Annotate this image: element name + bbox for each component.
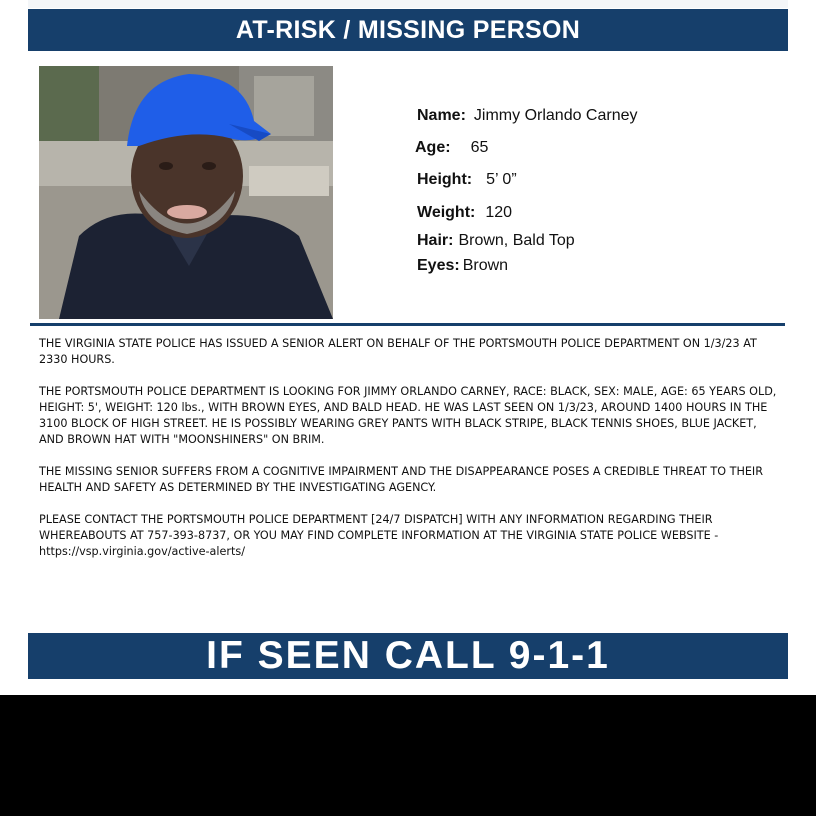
detail-value: 5’ 0” (486, 171, 517, 188)
alert-paragraph-description: THE PORTSMOUTH POLICE DEPARTMENT IS LOOKING FOR JIMMY ORLANDO CARNEY, RACE: BLACK, SEX: MALE, AGE: 65 YEARS OLD, HEIGHT: 5', WEIGHT: 120 lbs., WITH BROWN EYES, AND BALD HEAD. HE WAS LAST SEEN ON 1/3/23, AROUND 1400 HOURS IN THE 3100 BLOCK OF HIGH STREET. HE IS POSSIBLY WEARING GREY PANTS WITH BLACK STRIPE, BLACK TENNIS SHOES, BLUE JACKET, AND BROWN HAT WITH "MOONSHINERS" ON BRIM. (39, 385, 777, 446)
call-banner: IF SEEN CALL 9-1-1 (28, 633, 788, 679)
person-photo (39, 66, 333, 319)
detail-label: Weight: (417, 204, 476, 221)
detail-name (417, 107, 638, 125)
alert-paragraph-contact: PLEASE CONTACT THE PORTSMOUTH POLICE DEPARTMENT [24/7 DISPATCH] WITH ANY INFORMATION REGARDING THEIR WHEREABOUTS AT 757-393-8737, OR YOU MAY FIND COMPLETE INFORMATION AT THE VIRGINIA STATE POLICE WEBSITE - https://vsp.virginia.gov/active-alerts/ (39, 513, 719, 558)
detail-label: Name: (417, 107, 466, 124)
detail-label: Hair: (417, 232, 454, 249)
detail-label: Eyes: (417, 257, 460, 274)
divider (30, 323, 785, 326)
page-title: AT-RISK / MISSING PERSON (28, 9, 788, 51)
detail-value: 65 (470, 139, 489, 156)
detail-label: Height: (417, 171, 473, 188)
person-photo-illustration (39, 66, 333, 319)
alert-paragraph-issued: THE VIRGINIA STATE POLICE HAS ISSUED A SENIOR ALERT ON BEHALF OF THE PORTSMOUTH POLICE DEPARTMENT ON 1/3/23 AT 2330 HOURS. (39, 337, 757, 366)
detail-label: Age: (415, 139, 451, 156)
detail-age (415, 139, 488, 157)
detail-value: Jimmy Orlando Carney (473, 107, 638, 124)
detail-height (417, 171, 517, 189)
alert-paragraph-risk: THE MISSING SENIOR SUFFERS FROM A COGNITIVE IMPAIRMENT AND THE DISAPPEARANCE POSES A CREDIBLE THREAT TO THEIR HEALTH AND SAFETY AS DETERMINED BY THE INVESTIGATING AGENCY. (39, 465, 764, 494)
detail-value: 120 (485, 204, 513, 221)
detail-eyes (417, 257, 508, 275)
detail-weight (417, 204, 512, 222)
detail-hair (417, 232, 575, 250)
detail-value: Brown, Bald Top (458, 232, 575, 249)
alert-description (39, 336, 784, 576)
detail-value: Brown (462, 257, 509, 274)
top-strip (28, 0, 788, 8)
